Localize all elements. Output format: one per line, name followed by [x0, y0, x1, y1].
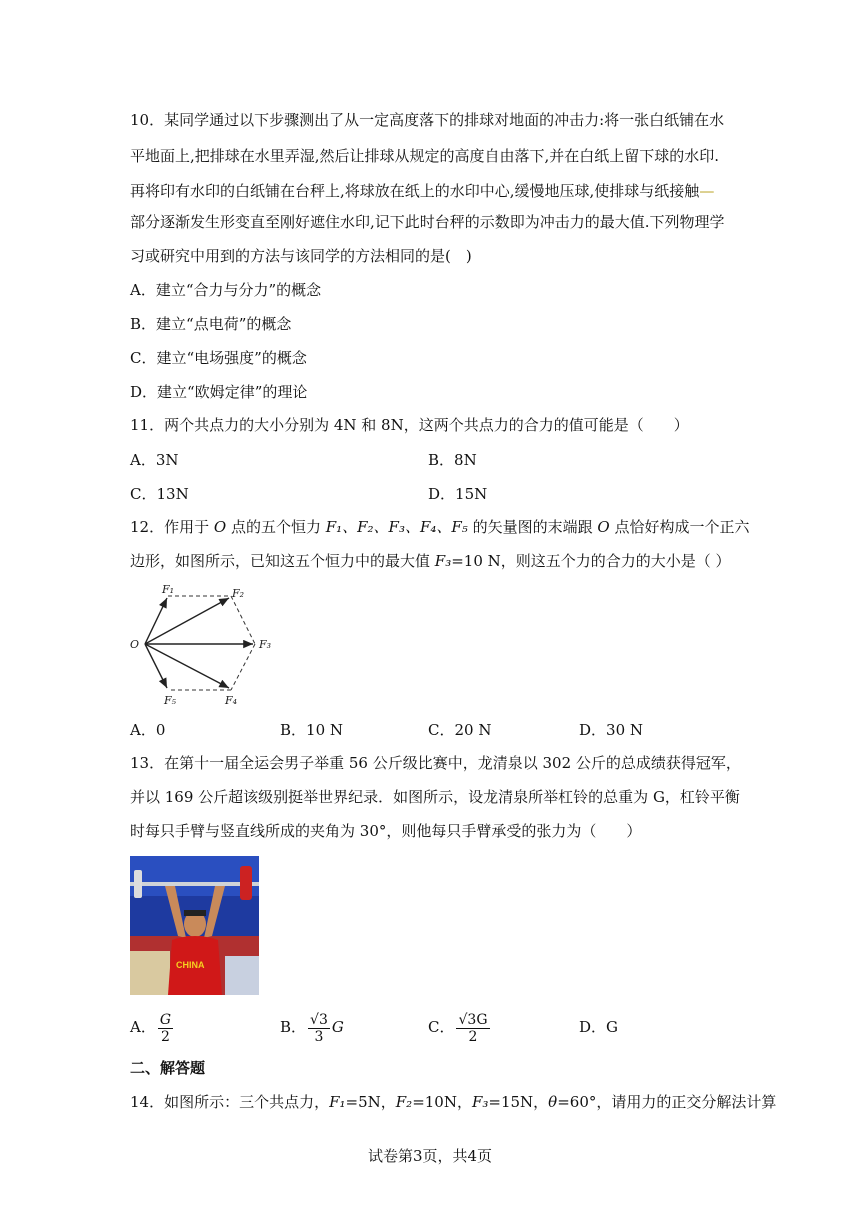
option-label: C．: [428, 1018, 455, 1036]
fraction: [308, 1012, 330, 1045]
vector-f1: [145, 598, 167, 644]
jersey-text: CHINA: [176, 960, 205, 970]
q13-option-d: D．G: [579, 1018, 619, 1036]
q11-option-b: B．8N: [428, 451, 477, 469]
q12-text: =10 N，则这五个力的合力的大小是（ ）: [451, 552, 731, 570]
section-heading: 二、解答题: [130, 1059, 206, 1077]
hexagon-edges: [168, 596, 255, 690]
q11-stem: 11．两个共点力的大小分别为 4N 和 8N，这两个共点力的合力的值可能是（ ）: [130, 416, 689, 434]
q14-f3: F₃: [471, 1093, 489, 1111]
numerator: √3: [310, 1011, 328, 1028]
q12-line-2: [130, 551, 731, 571]
label-f3: F₃: [259, 638, 272, 651]
q12-option-c: C．20 N: [428, 721, 492, 739]
numerator: √3G: [458, 1011, 488, 1028]
q14-text: 14．如图所示：三个共点力，: [130, 1093, 330, 1111]
q14-text: =60°，请用力的正交分解法计算: [557, 1093, 777, 1111]
q10-line-2: 平地面上,把排球在水里弄湿,然后让排球从规定的高度自由落下,并在白纸上留下球的水印.: [130, 147, 720, 165]
q12-point-o: O: [213, 518, 227, 536]
q11-option-c: C．13N: [130, 485, 189, 503]
q10-line-4: 部分逐渐发生形变直至刚好遮住水印,记下此时台秤的示数即为冲击力的最大值.下列物理学: [130, 213, 725, 231]
q13-option-c: [428, 1008, 492, 1046]
q10-line-1: 10．某同学通过以下步骤测出了从一定高度落下的排球对地面的冲击力:将一张白纸铺在水: [130, 111, 725, 129]
vector-f5: [145, 644, 167, 688]
q10-option-c: C．建立“电场强度”的概念: [130, 349, 307, 367]
label-f4: F₄: [225, 694, 238, 707]
q12-text: 12．作用于: [130, 518, 214, 536]
q14-f2: F₂: [395, 1093, 413, 1111]
q13-line-1: 13．在第十一届全运会男子举重 56 公斤级比赛中，龙清泉以 302 公斤的总成绩获得冠军，: [130, 754, 741, 772]
q12-option-a: A．0: [130, 721, 166, 739]
fraction: [456, 1012, 489, 1045]
page-footer: 试卷第3页，共4页: [367, 1147, 493, 1165]
option-label: A．: [130, 1018, 156, 1036]
q10-option-b: B．建立“点电荷”的概念: [130, 315, 292, 333]
q12-text: 点恰好构成一个正六: [609, 518, 750, 536]
q12-text: 边形，如图所示，已知这五个恒力中的最大值: [130, 552, 435, 570]
option-label: B．: [280, 1018, 307, 1036]
label-f5: F₅: [164, 694, 177, 707]
q10-option-d: D．建立“欧姆定律”的理论: [130, 383, 308, 401]
fraction: [158, 1012, 173, 1045]
q14-line-1: [130, 1092, 776, 1112]
q10-line-3: [130, 181, 714, 201]
q12-text: 的矢量图的末端跟: [467, 518, 598, 536]
weightlifter-photo: [130, 856, 259, 995]
hexagon-force-diagram: [128, 584, 278, 708]
label-f1: F₁: [162, 584, 175, 596]
q14-f1: F₁: [329, 1093, 346, 1111]
q12-f3: F₃: [434, 552, 452, 570]
label-o: O: [130, 638, 140, 651]
denominator: 3: [314, 1028, 324, 1045]
denominator: 2: [160, 1028, 170, 1045]
q14-text: =10N，: [412, 1093, 472, 1111]
q12-text: 点的五个恒力: [226, 518, 326, 536]
q12-option-b: B．10 N: [280, 721, 344, 739]
q10-line-3-text: 再将印有水印的白纸铺在台秤上,将球放在纸上的水印中心,缓慢地压球,使排球与纸接触: [130, 182, 700, 200]
q14-text: =5N，: [345, 1093, 396, 1111]
vector-f2: [145, 598, 229, 644]
q10-line-5: 习或研究中用到的方法与该同学的方法相同的是( ): [130, 247, 472, 265]
q14-theta: θ: [548, 1093, 558, 1111]
q13-option-b: [280, 1008, 344, 1046]
q12-line-1: [130, 517, 749, 537]
q10-option-a: A．建立“合力与分力”的概念: [130, 281, 322, 299]
label-f2: F₂: [232, 587, 245, 600]
q13-option-a: [130, 1008, 175, 1046]
q13-line-3: 时每只手臂与竖直线所成的夹角为 30°，则他每只手臂承受的张力为（ ）: [130, 822, 642, 840]
numerator: G: [159, 1011, 172, 1028]
q11-option-d: D．15N: [428, 485, 488, 503]
denominator: 2: [468, 1028, 478, 1045]
q11-option-a: A．3N: [130, 451, 179, 469]
q13-line-2: 并以 169 公斤超该级别挺举世界纪录．如图所示，设龙清泉所举杠铃的总重为 G，杠铃平衡: [130, 788, 740, 806]
variable-g: G: [331, 1018, 344, 1036]
q12-point-o: O: [597, 518, 610, 536]
q10-dash: —: [699, 182, 715, 200]
vector-f4: [145, 644, 229, 688]
q12-option-d: D．30 N: [579, 721, 644, 739]
q12-forces: F₁、F₂、F₃、F₄、F₅: [325, 518, 468, 536]
q14-text: =15N，: [488, 1093, 549, 1111]
